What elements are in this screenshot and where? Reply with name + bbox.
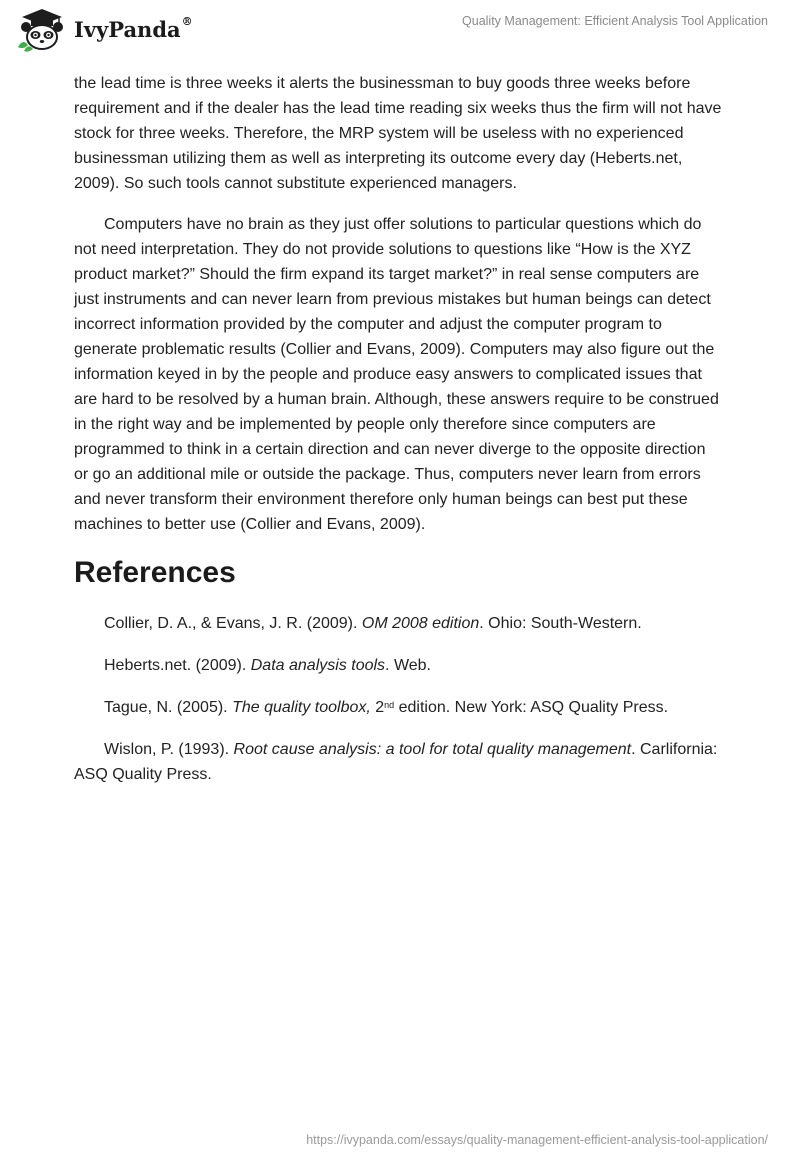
references-heading: References [74, 556, 236, 589]
reference-item: Tague, N. (2005). The quality toolbox, 2nd edition. New York: ASQ Quality Press. [104, 699, 669, 716]
logo-text: IvyPanda® [74, 14, 193, 42]
reference-item: Heberts.net. (2009). Data analysis tools. Web. [104, 657, 431, 674]
body-paragraph: Computers have no brain as they just offer solutions to particular questions which do not need interpretation. They do not provide solutions to questions like “How is the XYZ product market?” Should the firm expand its target market?” in real sense computers are just instruments and can never learn from previous mistakes but human beings can detect incorrect information provided by the computer and adjust the computer program to generate problematic results (Collier and Evans, 2009). Computers may also figure out the information keyed in by the people and produce easy answers to complicated issues that are hard to be resolved by a human brain. Although, these answers require to be construed in the right way and be implemented by people only therefore since computers are programmed to think in a certain direction and can never diverge to the opposite direction or go an additional mile or outside the package. Thus, computers never learn from errors and never transform their environment therefore only human beings can best put these machines to better use (Collier and Evans, 2009). [74, 216, 719, 533]
logo[interactable] [14, 8, 193, 52]
panda-graduate-icon [14, 8, 70, 52]
reference-item: Collier, D. A., & Evans, J. R. (2009). OM 2008 edition. Ohio: South-Western. [104, 615, 642, 632]
source-url[interactable]: https://ivypanda.com/essays/quality-management-efficient-analysis-tool-application/ [306, 1133, 768, 1147]
document-title: Quality Management: Efficient Analysis Tool Application [462, 14, 768, 28]
body-paragraph: the lead time is three weeks it alerts the businessman to buy goods three weeks before requirement and if the dealer has the lead time reading six weeks thus the firm will not have stock for three weeks. Therefore, the MRP system will be useless with no experienced businessman utilizing them as well as interpreting its outcome every day (Heberts.net, 2009). So such tools cannot substitute experienced managers. [74, 75, 722, 192]
registered-mark: ® [181, 14, 193, 28]
document-body [74, 71, 724, 804]
reference-item: Wislon, P. (1993). Root cause analysis: a tool for total quality management. Carlifornia: ASQ Quality Press. [74, 741, 718, 783]
